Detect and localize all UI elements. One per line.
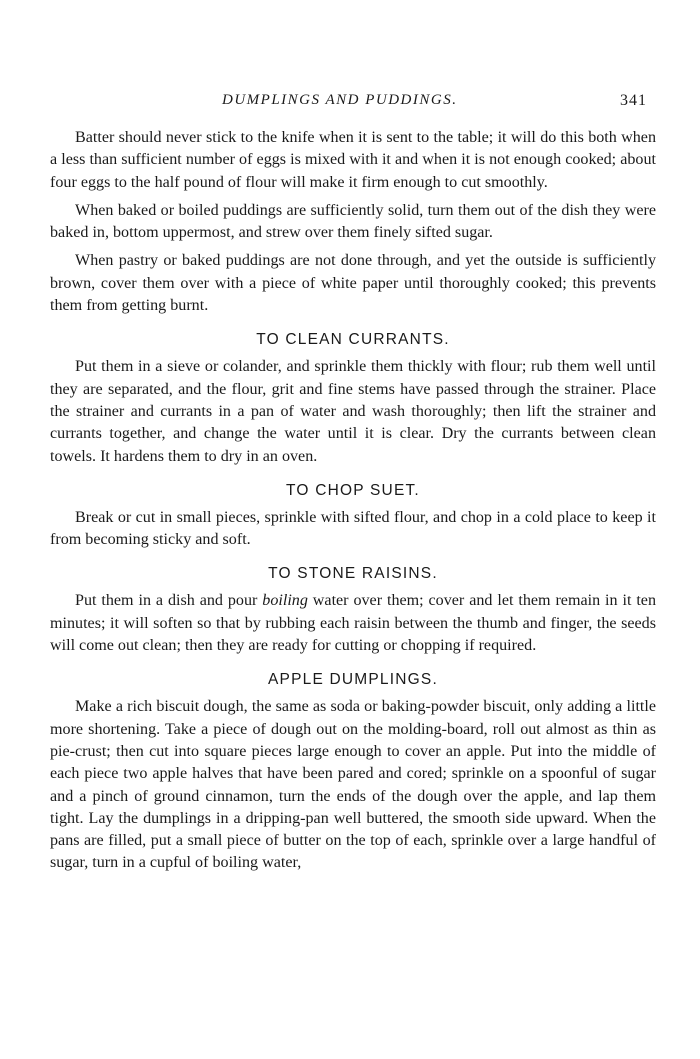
heading-chop-suet: TO CHOP SUET. — [286, 481, 420, 499]
paragraph-chop-suet: Break or cut in small pieces, sprinkle with sifted flour, and chop in a cold place to keep it from becoming sticky and soft. — [50, 508, 656, 549]
paragraph-stone-raisins — [50, 590, 656, 657]
page-number: 341 — [620, 92, 647, 109]
heading-apple-dumplings: APPLE DUMPLINGS. — [268, 671, 438, 689]
page-body — [50, 127, 656, 881]
paragraph-apple-dumplings: Make a rich biscuit dough, the same as soda or baking-powder biscuit, only adding a little more shortening. Take a piece of dough out on the molding-board, roll out almost as thin as pie-crust; then cut into square pieces large enough to cover an apple. Put into the middle of each piece two apple halves that have been pared and cored; sprinkle on a spoonful of sugar and a pinch of ground cinnamon, turn the ends of the dough over the apple, and lap them tight. Lay the dumplings in a dripping-pan well buttered, the smooth side upward. When the pans are filled, put a small piece of butter on the top of each, sprinkle over a large handful of sugar, turn in a cupful of boiling water, — [50, 698, 656, 872]
running-title: DUMPLINGS AND PUDDINGS. — [222, 92, 458, 108]
heading-stone-raisins: TO STONE RAISINS. — [268, 565, 438, 583]
page-header — [0, 92, 700, 116]
raisins-emphasis: boiling — [262, 592, 308, 610]
heading-clean-currants: TO CLEAN CURRANTS. — [256, 331, 450, 349]
paragraph-clean-currants: Put them in a sieve or colander, and sprinkle them thickly with flour; rub them well until they are separated, and the flour, grit and fine stems have passed through the strainer. Place the strainer and currants in a pan of water and wash thoroughly; then lift the strainer and currants together, and change the water until it is clear. Dry the currants between clean towels. It hardens them to dry in an oven. — [50, 358, 656, 465]
paragraph-puddings-solid: When baked or boiled puddings are sufficiently solid, turn them out of the dish they were baked in, bottom uppermost, and strew over them finely sifted sugar. — [50, 201, 656, 242]
raisins-text-start: Put them in a dish and pour — [75, 592, 263, 610]
paragraph-batter: Batter should never stick to the knife when it is sent to the table; it will do this both when a less than sufficient number of eggs is mixed with it and when it is not enough cooked; about four eggs to the half pound of flour will make it firm enough to cut smoothly. — [50, 129, 656, 191]
raisins-text-end: water over them; cover and let them remain in it ten minutes; it will soften so that by rubbing each raisin between the thumb and finger, the seeds will come out clean; then they are ready for cutting or chopping if required. — [50, 592, 656, 655]
paragraph-pastry-browned: When pastry or baked puddings are not done through, and yet the outside is sufficiently brown, cover them over with a piece of white paper until thoroughly cooked; this prevents them from getting burnt. — [50, 252, 656, 315]
